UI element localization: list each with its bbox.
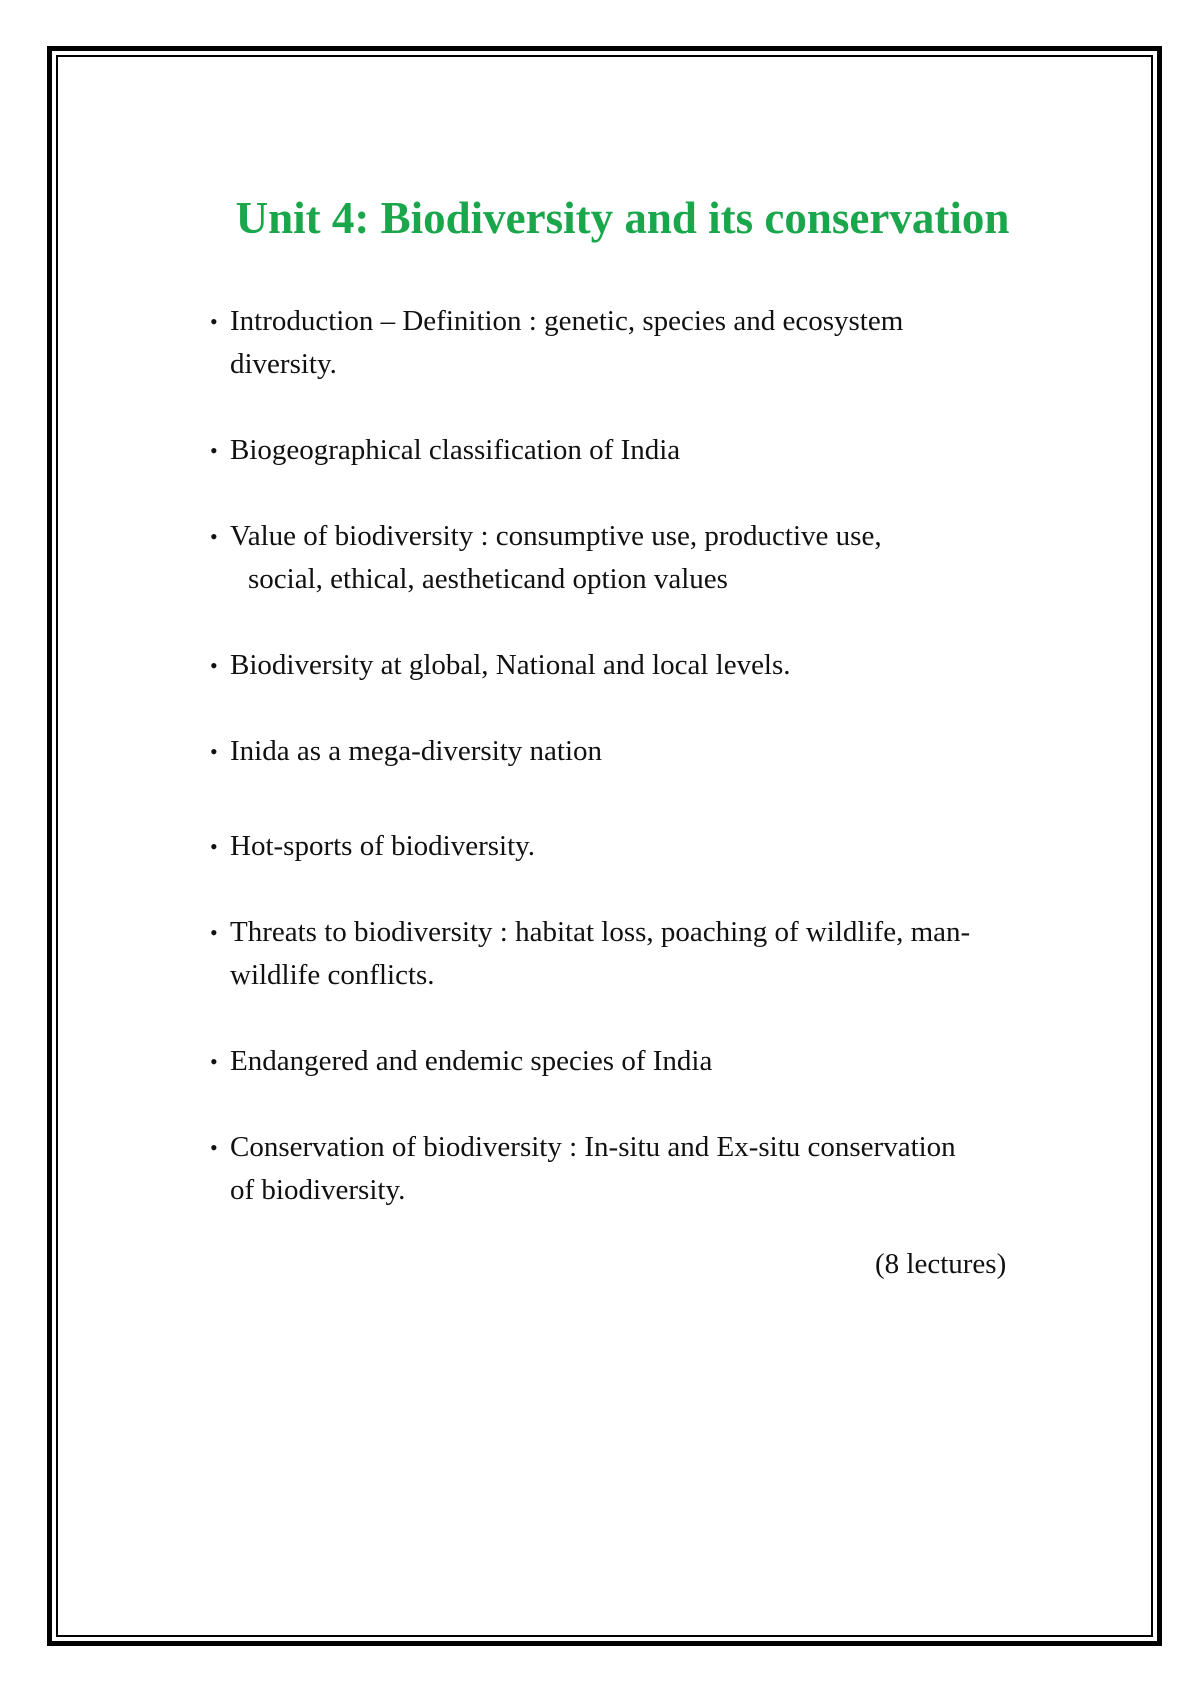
list-item-text-continued: wildlife conflicts. [230,959,435,991]
page-title: Unit 4: Biodiversity and its conservation [235,193,1010,243]
list-item-text-continued: of biodiversity. [230,1174,406,1206]
list-item [210,1126,1090,1212]
bullet-icon: • [210,309,218,334]
list-item-text: Endangered and endemic species of India [230,1045,713,1077]
list-item-text-continued: social, ethical, aestheticand option values [248,563,728,595]
topic-list [210,300,1090,1255]
bullet-icon: • [210,1049,218,1074]
list-item [210,911,1090,997]
list-item-text: Conservation of biodiversity : In-situ and Ex-situ conservation [230,1131,956,1163]
bullet-icon: • [210,834,218,859]
list-item [210,515,1090,601]
bullet-icon: • [210,739,218,764]
bullet-icon: • [210,653,218,678]
bullet-icon: • [210,1135,218,1160]
list-item-text: Biogeographical classification of India [230,434,681,466]
list-item [210,1040,1090,1083]
list-item [210,429,1090,472]
list-item [210,825,1090,868]
lecture-count: (8 lectures) [875,1248,1007,1280]
bullet-icon: • [210,920,218,945]
list-item-text: Threats to biodiversity : habitat loss, poaching of wildlife, man- [230,916,971,948]
list-item-text-continued: diversity. [230,348,337,380]
list-item-text: Inida as a mega-diversity nation [230,735,603,767]
bullet-icon: • [210,438,218,463]
list-item-text: Introduction – Definition : genetic, species and ecosystem [230,305,904,337]
list-item [210,300,1090,386]
list-item-text: Hot-sports of biodiversity. [230,830,536,862]
list-item [210,730,1090,773]
list-item-text: Biodiversity at global, National and local levels. [230,649,791,681]
bullet-icon: • [210,524,218,549]
list-item [210,644,1090,687]
list-item-text: Value of biodiversity : consumptive use, productive use, [230,520,882,552]
